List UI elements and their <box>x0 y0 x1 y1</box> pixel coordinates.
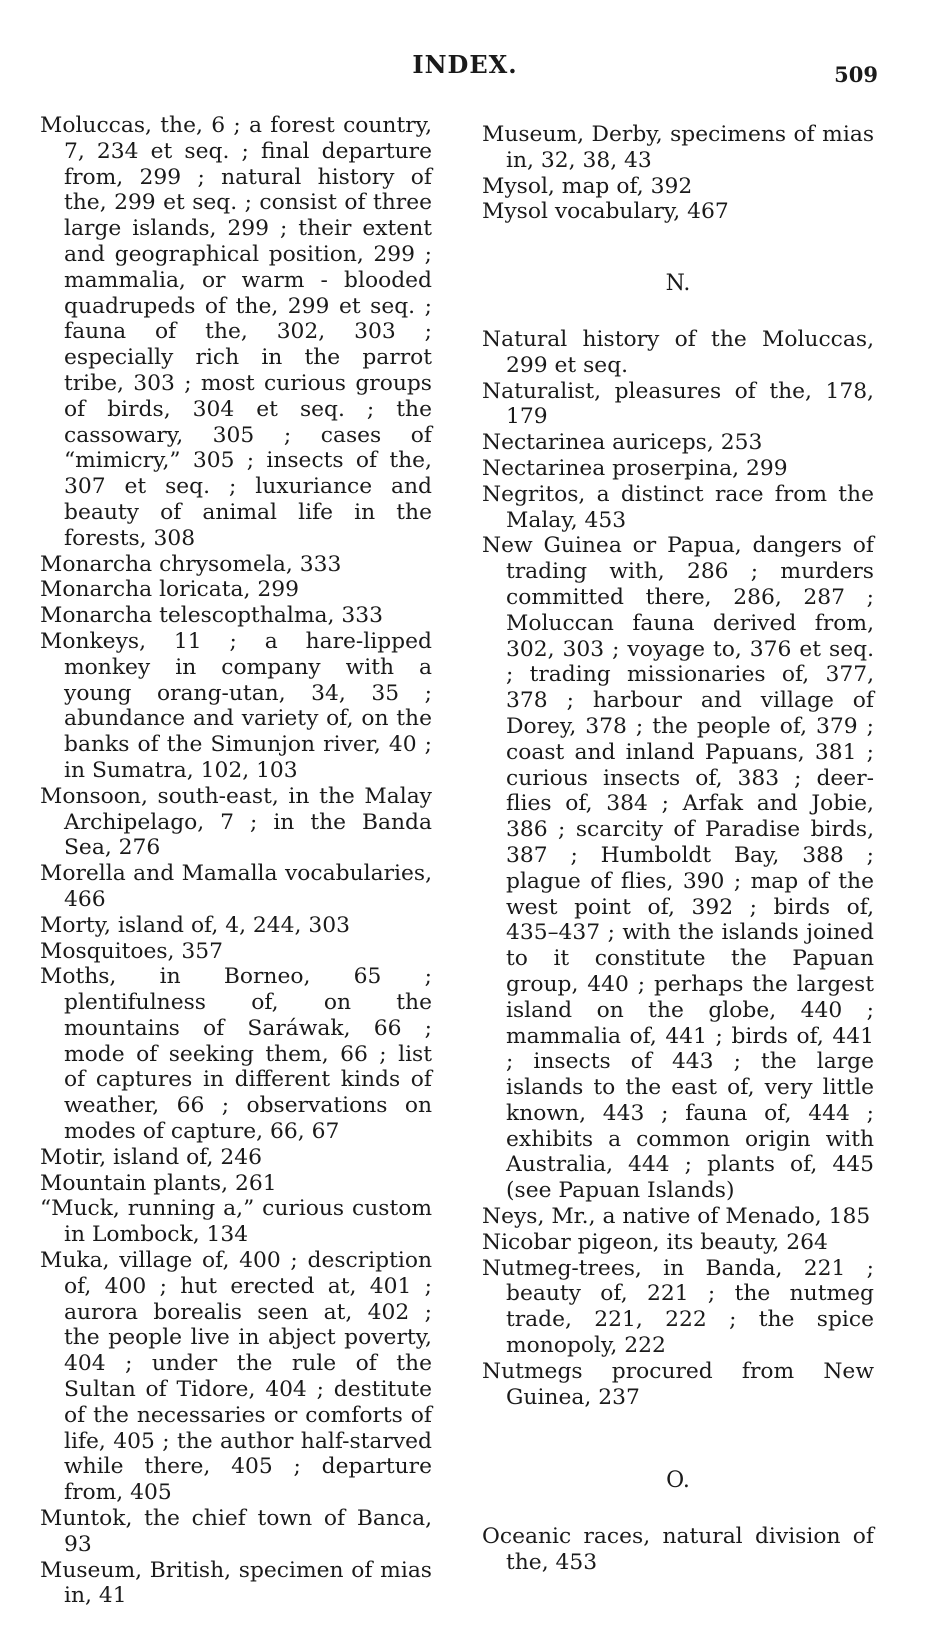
index-entry: “Muck, running a,” curious custom in Lombock, 134 <box>40 1196 432 1248</box>
left-column <box>40 113 432 1609</box>
section-letter-n: N. <box>665 271 691 297</box>
index-entry: Moths, in Borneo, 65 ; plentifulness of, on the mountains of Saráwak, 66 ; mode of seeking them, 66 ; list of captures in different kinds of weather, 66 ; observations on modes of capture, 66, 67 <box>40 964 432 1145</box>
index-entry: Muntok, the chief town of Banca, 93 <box>40 1506 432 1557</box>
index-entry: Mosquitoes, 357 <box>40 938 224 964</box>
index-entry: Museum, Derby, specimens of mias in, 32, 38, 43 <box>482 122 874 173</box>
index-entry: New Guinea or Papua, dangers of trading with, 286 ; murders committed there, 286, 287 ; Moluccan fauna derived from, 302, 303 ; voyage to, 376 et seq. ; trading missionaries of, 377, 378 ; harbour and village of Dorey, 378 ; the people of, 379 ; coast and inland Papuans, 381 ; curious insects of, 383 ; deer-flies of, 384 ; Arfak and Jobie, 386 ; scarcity of Paradise birds, 387 ; Humboldt Bay, 388 ; plague of flies, 390 ; map of the west point of, 392 ; birds of, 435–437 ; with the islands joined to it constitute the Papuan group, 440 ; perhaps the largest island on the globe, 440 ; mammalia of, 441 ; birds of, 441 ; insects of 443 ; the large islands to the east of, very little known, 443 ; fauna of, 444 ; exhibits a common origin with Australia, 444 ; plants of, 445 (see Papuan Islands) <box>482 533 874 1204</box>
index-entry: Nutmeg-trees, in Banda, 221 ; beauty of, 221 ; the nutmeg trade, 221, 222 ; the spice monopoly, 222 <box>482 1255 874 1359</box>
index-entry: Oceanic races, natural division of the, 453 <box>482 1524 874 1576</box>
index-entry: Mountain plants, 261 <box>40 1170 277 1196</box>
index-entry: Natural history of the Moluccas, 299 et seq. <box>482 326 874 378</box>
index-entry: Monarcha telescopthalma, 333 <box>40 603 383 629</box>
page-header <box>0 50 930 90</box>
page-number: 509 <box>834 62 878 87</box>
right-column <box>482 122 874 1576</box>
index-entry: Monarcha chrysomela, 333 <box>40 551 342 577</box>
index-entry: Morty, island of, 4, 244, 303 <box>40 912 350 938</box>
index-entry: Nectarinea proserpina, 299 <box>482 455 788 481</box>
section-letter-o: O. <box>666 1468 690 1494</box>
index-title: INDEX. <box>412 50 518 79</box>
index-entry: Monkeys, 11 ; a hare-lipped monkey in company with a young orang-utan, 34, 35 ; abundance and variety of, on the banks of the Simunjon river, 40 ; in Sumatra, 102, 103 <box>40 628 432 783</box>
index-entry: Nectarinea auriceps, 253 <box>482 430 763 456</box>
index-entry: Museum, British, specimen of mias in, 41 <box>40 1557 432 1609</box>
index-entry: Mysol, map of, 392 <box>482 173 693 199</box>
index-entry: Motir, island of, 246 <box>40 1144 262 1170</box>
index-entry: Nicobar pigeon, its beauty, 264 <box>482 1229 828 1255</box>
index-entry: Mysol vocabulary, 467 <box>482 199 729 225</box>
index-entry: Morella and Mamalla vocabularies, 466 <box>40 861 432 912</box>
index-entry: Monarcha loricata, 299 <box>40 577 299 603</box>
index-entry: Neys, Mr., a native of Menado, 185 <box>482 1204 871 1230</box>
index-entry: Monsoon, south-east, in the Malay Archipelago, 7 ; in the Banda Sea, 276 <box>40 783 432 861</box>
index-entry: Muka, village of, 400 ; description of, 400 ; hut erected at, 401 ; aurora borealis seen at, 402 ; the people live in abject poverty, 404 ; under the rule of the Sultan of Tidore, 404 ; destitute of the necessaries or comforts of life, 405 ; the author half-starved while there, 405 ; departure from, 405 <box>40 1248 432 1506</box>
index-entry: Moluccas, the, 6 ; a forest country, 7, 234 et seq. ; final departure from, 299 ; natural history of the, 299 et seq. ; consist of three large islands, 299 ; their extent and geographical position, 299 ; mammalia, or warm - blooded quadrupeds of the, 299 et seq. ; fauna of the, 302, 303 ; especially rich in the parrot tribe, 303 ; most curious groups of birds, 304 et seq. ; the cassowary, 305 ; cases of “mimicry,” 305 ; insects of the, 307 et seq. ; luxuriance and beauty of animal life in the forests, 308 <box>40 113 432 551</box>
index-entry: Nutmegs procured from New Guinea, 237 <box>482 1358 874 1410</box>
index-entry: Negritos, a distinct race from the Malay, 453 <box>482 481 874 533</box>
index-entry: Naturalist, pleasures of the, 178, 179 <box>482 378 874 430</box>
